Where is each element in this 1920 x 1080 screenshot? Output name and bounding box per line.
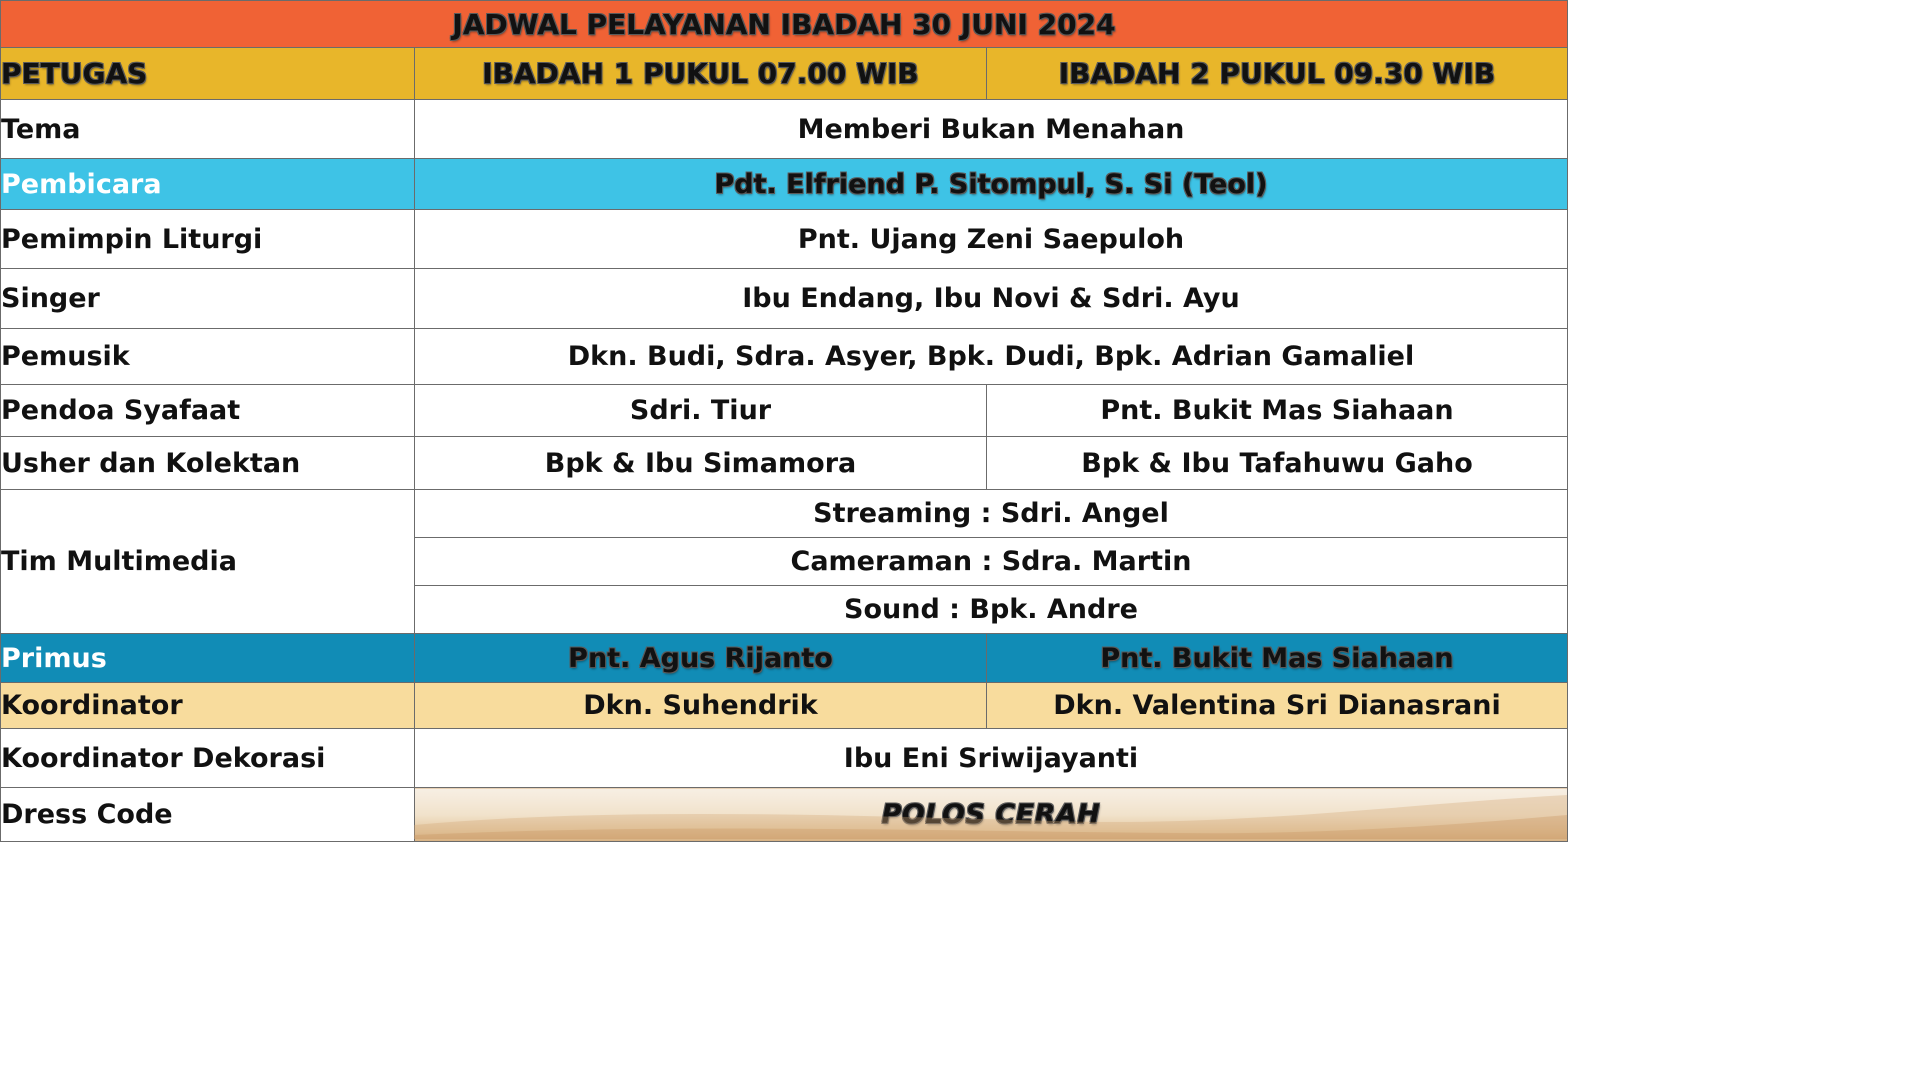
dress-code-value: POLOS CERAH xyxy=(415,788,1568,842)
row-pemimpin-liturgi xyxy=(1,210,1568,269)
role-label: Dress Code xyxy=(1,788,415,842)
header-row xyxy=(1,48,1568,100)
row-dress-code xyxy=(1,788,1568,842)
row-usher xyxy=(1,437,1568,490)
role-label: Koordinator xyxy=(1,683,415,729)
multimedia-cameraman: Cameraman : Sdra. Martin xyxy=(415,538,1568,586)
dekorasi-value: Ibu Eni Sriwijayanti xyxy=(415,729,1568,788)
pendoa-service-1: Sdri. Tiur xyxy=(415,385,987,437)
pembicara-value: Pdt. Elfriend P. Sitompul, S. Si (Teol) xyxy=(415,159,1568,210)
role-label: Tim Multimedia xyxy=(1,490,415,634)
multimedia-sound: Sound : Bpk. Andre xyxy=(415,586,1568,634)
header-role: PETUGAS xyxy=(1,48,415,100)
row-koordinator-dekorasi xyxy=(1,729,1568,788)
tema-value: Memberi Bukan Menahan xyxy=(415,100,1568,159)
schedule-title: JADWAL PELAYANAN IBADAH 30 JUNI 2024 xyxy=(1,1,1568,48)
role-label: Primus xyxy=(1,634,415,683)
singer-value: Ibu Endang, Ibu Novi & Sdri. Ayu xyxy=(415,269,1568,329)
koordinator-service-1: Dkn. Suhendrik xyxy=(415,683,987,729)
usher-service-2: Bpk & Ibu Tafahuwu Gaho xyxy=(987,437,1568,490)
title-row xyxy=(1,1,1568,48)
role-label: Koordinator Dekorasi xyxy=(1,729,415,788)
row-pendoa-syafaat xyxy=(1,385,1568,437)
role-label: Pemimpin Liturgi xyxy=(1,210,415,269)
multimedia-streaming: Streaming : Sdri. Angel xyxy=(415,490,1568,538)
role-label: Usher dan Kolektan xyxy=(1,437,415,490)
koordinator-service-2: Dkn. Valentina Sri Dianasrani xyxy=(987,683,1568,729)
row-singer xyxy=(1,269,1568,329)
row-primus xyxy=(1,634,1568,683)
primus-service-2: Pnt. Bukit Mas Siahaan xyxy=(987,634,1568,683)
row-pemusik xyxy=(1,329,1568,385)
pemusik-value: Dkn. Budi, Sdra. Asyer, Bpk. Dudi, Bpk. Adrian Gamaliel xyxy=(415,329,1568,385)
row-tema xyxy=(1,100,1568,159)
pemimpin-liturgi-value: Pnt. Ujang Zeni Saepuloh xyxy=(415,210,1568,269)
row-koordinator xyxy=(1,683,1568,729)
usher-service-1: Bpk & Ibu Simamora xyxy=(415,437,987,490)
role-label: Pendoa Syafaat xyxy=(1,385,415,437)
role-label: Tema xyxy=(1,100,415,159)
pendoa-service-2: Pnt. Bukit Mas Siahaan xyxy=(987,385,1568,437)
primus-service-1: Pnt. Agus Rijanto xyxy=(415,634,987,683)
role-label: Pemusik xyxy=(1,329,415,385)
role-label: Singer xyxy=(1,269,415,329)
role-label: Pembicara xyxy=(1,159,415,210)
row-pembicara xyxy=(1,159,1568,210)
header-service-1: IBADAH 1 PUKUL 07.00 WIB xyxy=(415,48,987,100)
header-service-2: IBADAH 2 PUKUL 09.30 WIB xyxy=(987,48,1568,100)
row-multimedia xyxy=(1,490,1568,538)
